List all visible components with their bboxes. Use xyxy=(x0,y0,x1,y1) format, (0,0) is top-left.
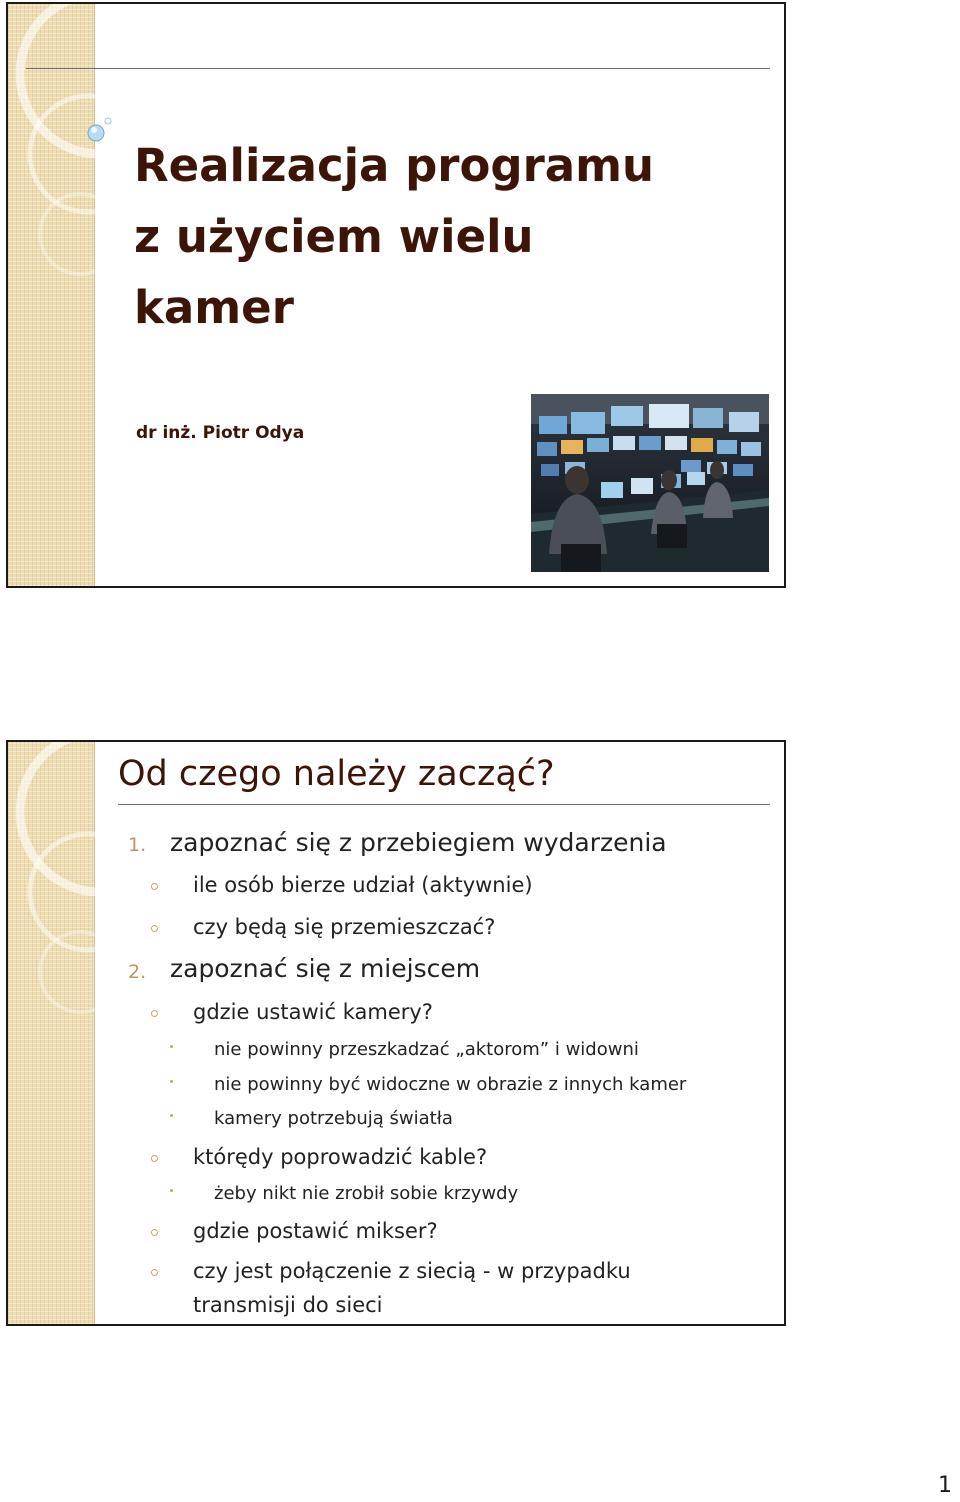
slide-title: Od czego należy zacząć? xyxy=(118,754,555,794)
list-item: gdzie ustawić kamery? xyxy=(193,1000,433,1024)
dot-bullet-icon xyxy=(170,1189,173,1192)
list-item-continuation: transmisji do sieci xyxy=(193,1293,383,1317)
circle-bullet-icon xyxy=(151,883,158,890)
list-item: żeby nikt nie zrobił sobie krzywdy xyxy=(214,1183,519,1204)
list-item: nie powinny być widoczne w obrazie z innych kamer xyxy=(214,1074,687,1095)
list-item: nie powinny przeszkadzać „aktorom” i widowni xyxy=(214,1039,639,1060)
control-room-photo xyxy=(531,394,769,572)
list-item: zapoznać się z przebiegiem wydarzenia xyxy=(170,828,667,857)
circle-bullet-icon xyxy=(151,1229,158,1236)
slide-1 xyxy=(6,2,786,588)
list-number: 1. xyxy=(128,834,147,856)
title-rule xyxy=(118,804,770,805)
decorative-arcs xyxy=(8,742,148,1326)
bubble-icon xyxy=(84,112,124,152)
circle-bullet-icon xyxy=(151,1010,158,1017)
list-item: ile osób bierze udział (aktywnie) xyxy=(193,873,533,897)
slide-2 xyxy=(6,740,786,1326)
circle-bullet-icon xyxy=(151,1155,158,1162)
list-item: kamery potrzebują światła xyxy=(214,1108,453,1129)
circle-bullet-icon xyxy=(151,925,158,932)
dot-bullet-icon xyxy=(170,1114,173,1117)
list-item: czy będą się przemieszczać? xyxy=(193,915,496,939)
circle-bullet-icon xyxy=(151,1269,158,1276)
page-number: 1 xyxy=(938,1473,952,1498)
dot-bullet-icon xyxy=(170,1045,173,1048)
list-item: gdzie postawić mikser? xyxy=(193,1219,438,1243)
list-number: 2. xyxy=(128,961,147,983)
dot-bullet-icon xyxy=(170,1080,173,1083)
list-item: którędy poprowadzić kable? xyxy=(193,1145,488,1169)
top-rule xyxy=(26,68,770,69)
decorative-arcs xyxy=(8,4,148,588)
list-item: czy jest połączenie z siecią - w przypadku xyxy=(193,1259,631,1283)
decorative-side-band xyxy=(8,4,95,586)
list-item: zapoznać się z miejscem xyxy=(170,954,481,983)
decorative-side-band xyxy=(8,742,95,1324)
presentation-title: Realizacja programu z użyciem wielu kamer xyxy=(134,139,655,334)
author-name: dr inż. Piotr Odya xyxy=(136,423,305,443)
